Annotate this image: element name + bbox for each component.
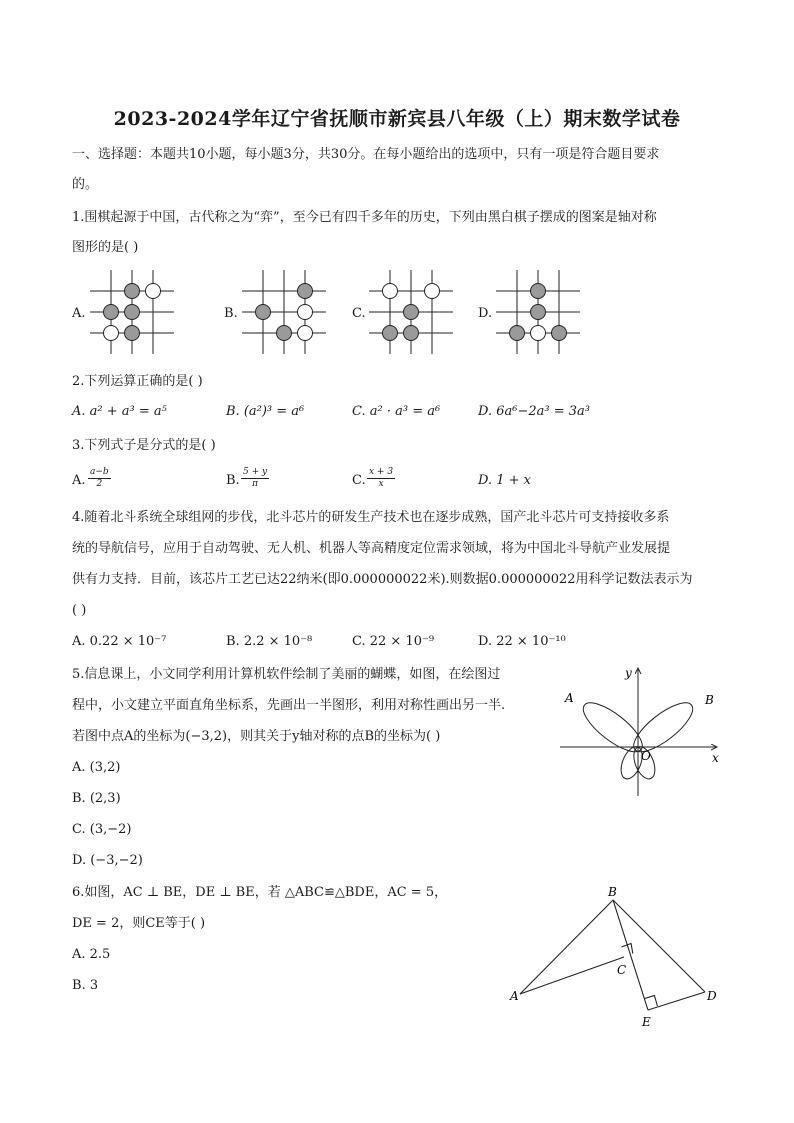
q3-option-c-fraction: [367, 467, 395, 490]
point-b-label: B: [705, 693, 714, 707]
q3-option-a-label: A.: [72, 473, 86, 488]
section-heading: 一、选择题：本题共10小题，每小题3分，共30分。在每小题给出的选项中，只有一项是符合题目要求: [72, 147, 660, 162]
q3-c-denominator: x: [378, 479, 384, 489]
segment-ac: [520, 957, 627, 994]
q3-a-denominator: 2: [96, 479, 103, 489]
page-title: 2023-2024学年辽宁省抚顺市新宾县八年级（上）期末数学试卷: [113, 108, 681, 130]
q3-a-numerator: a−b: [90, 467, 109, 477]
q5-option-a: A. (3,2): [72, 760, 121, 775]
q5-stem-1: 5.信息课上，小文同学利用计算机软件绘制了美丽的蝴蝶，如图，在绘图过: [72, 667, 501, 682]
q4-option-a: A. 0.22 × 10⁻⁷: [72, 634, 167, 649]
q4-option-d: D. 22 × 10⁻¹⁰: [478, 634, 566, 649]
q3-option-b-label: B.: [226, 473, 240, 488]
q2-option-d: D. 6a⁶−2a³ = 3a³: [478, 404, 590, 419]
point-e-label: E: [642, 1015, 651, 1029]
point-d-label: D: [707, 989, 717, 1003]
point-c-label: C: [617, 963, 627, 977]
point-a-label: A: [510, 989, 519, 1003]
q6-option-b: B. 3: [72, 978, 99, 993]
q4-stem-1: 4.随着北斗系统全球组网的步伐，北斗芯片的研发生产技术也在逐步成熟，国产北斗芯片可支持接收多系: [72, 510, 670, 525]
q5-butterfly-figure: [555, 660, 725, 800]
q6-stem-1: 6.如图，AC ⊥ BE，DE ⊥ BE，若 △ABC≌△BDE，AC = 5，: [72, 885, 448, 900]
q1-stem: 1.围棋起源于中国，古代称之为“弈”，至今已有四千多年的历史，下列由黑白棋子摆成的图案是轴对称: [72, 210, 657, 225]
q1-option-d-label: D.: [478, 306, 493, 321]
q3-option-c-label: C.: [352, 473, 366, 488]
q3-option-d: D. 1 + x: [478, 473, 531, 488]
q2-option-a: A. a² + a³ = a⁵: [72, 404, 167, 419]
q3-b-numerator: 5 + y: [243, 467, 268, 477]
q4-option-b: B. 2.2 × 10⁻⁸: [226, 634, 313, 649]
q5-stem-2: 程中，小文建立平面直角坐标系，先画出一半图形，利用对称性画出另一半.: [72, 698, 506, 713]
section-heading-cont: 的。: [72, 177, 99, 192]
x-axis-label: x: [712, 751, 719, 765]
q6-stem-2: DE = 2，则CE等于( ): [72, 916, 206, 931]
q4-stem-4: ( ): [72, 603, 87, 618]
q4-stem-2: 统的导航信号，应用于自动驾驶、无人机、机器人等高精度定位需求领域，将为中国北斗导航产业发展提: [72, 541, 671, 556]
q1-option-c-label: C.: [352, 306, 366, 321]
q5-option-b: B. (2,3): [72, 791, 121, 806]
q3-b-denominator: π: [252, 479, 258, 489]
segment-bd: [613, 900, 705, 992]
q4-option-c: C. 22 × 10⁻⁹: [352, 634, 435, 649]
q3-option-b-fraction: [241, 467, 269, 490]
segment-ed: [648, 992, 705, 1010]
q1-go-board-c: [369, 270, 455, 356]
q2-option-c: C. a² · a³ = a⁶: [352, 404, 441, 419]
point-a-label: A: [565, 691, 574, 705]
segment-be: [613, 900, 648, 1010]
q3-option-a-fraction: [88, 467, 111, 490]
q6-option-a: A. 2.5: [72, 947, 111, 962]
q1-go-board-d: [496, 270, 582, 356]
q3-stem: 3.下列式子是分式的是( ): [72, 438, 216, 453]
q4-stem-3: 供有力支持．目前，该芯片工艺已达22纳米(即0.000000022米).则数据0.000000022用科学记数法表示为: [72, 572, 693, 587]
q1-go-board-a: [90, 270, 176, 356]
q5-option-c: C. (3,−2): [72, 822, 132, 837]
q2-stem: 2.下列运算正确的是( ): [72, 374, 203, 389]
q6-triangle-figure: [505, 882, 725, 1032]
q1-option-a-label: A.: [72, 306, 86, 321]
q1-option-b-label: B.: [224, 306, 238, 321]
q2-option-b: B. (a²)³ = a⁶: [226, 404, 305, 419]
origin-label: O: [641, 749, 651, 763]
q1-go-board-b: [242, 270, 328, 356]
q5-option-d: D. (−3,−2): [72, 853, 143, 868]
q5-stem-3: 若图中点A的坐标为(−3,2)，则其关于y轴对称的点B的坐标为( ): [72, 729, 441, 744]
right-angle-c-mark: [622, 944, 633, 954]
point-b-label: B: [608, 885, 617, 899]
q3-c-numerator: x + 3: [369, 467, 394, 477]
q1-stem-cont: 图形的是( ): [72, 240, 139, 255]
segment-ab: [520, 900, 613, 994]
y-axis-label: y: [625, 666, 632, 680]
